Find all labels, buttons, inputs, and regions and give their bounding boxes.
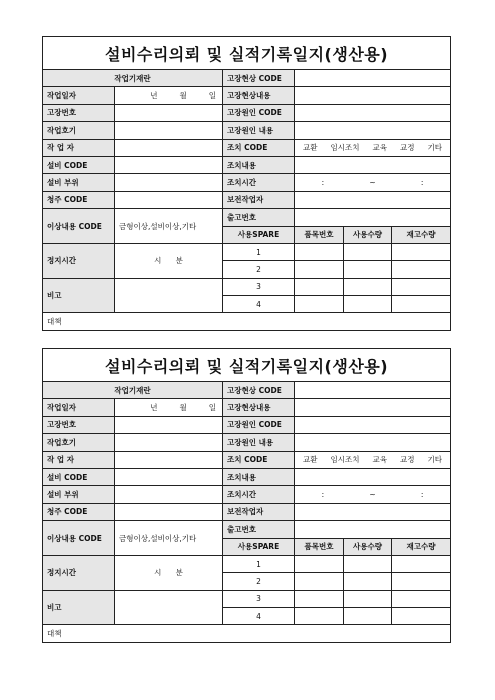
work-no-field[interactable] bbox=[115, 434, 223, 451]
cause-code-field[interactable] bbox=[295, 416, 451, 433]
spare-row-no: 2 bbox=[223, 261, 295, 278]
action-opt: 교육 bbox=[372, 455, 387, 465]
part-no-cell[interactable] bbox=[295, 243, 344, 260]
equip-part-label: 설비 부위 bbox=[43, 174, 115, 191]
work-date-field[interactable] bbox=[115, 399, 223, 416]
failure-no-label: 고장번호 bbox=[43, 104, 115, 121]
use-qty-cell[interactable] bbox=[344, 296, 392, 313]
failure-code-label: 고장현상 CODE bbox=[223, 70, 295, 87]
action-opt: 교정 bbox=[399, 143, 415, 153]
out-no-field[interactable] bbox=[295, 521, 451, 538]
hour-text: 시 bbox=[154, 256, 162, 266]
spare-use-header: 사용SPARE bbox=[223, 538, 295, 555]
failure-no-field[interactable] bbox=[115, 416, 223, 433]
part-no-cell[interactable] bbox=[295, 573, 344, 590]
year-text: 년 bbox=[150, 403, 158, 413]
spare-row-no: 2 bbox=[223, 573, 295, 590]
stock-qty-cell[interactable] bbox=[392, 590, 451, 607]
part-no-cell[interactable] bbox=[295, 261, 344, 278]
spare-row-no: 4 bbox=[223, 608, 295, 625]
spare-row-no: 4 bbox=[223, 296, 295, 313]
use-qty-header: 사용수량 bbox=[344, 226, 392, 243]
stop-time-label: 정지시간 bbox=[43, 555, 115, 590]
failure-no-label: 고장번호 bbox=[43, 416, 115, 433]
cause-content-field[interactable] bbox=[295, 434, 451, 451]
anomaly-value[interactable]: 금형이상,설비이상,기타 bbox=[115, 521, 223, 556]
equip-code-field[interactable] bbox=[115, 156, 223, 173]
remark-label: 비고 bbox=[43, 278, 115, 313]
failure-code-field[interactable] bbox=[295, 382, 451, 399]
time-sep: : bbox=[321, 490, 325, 500]
cause-content-label: 고장원인 내용 bbox=[223, 434, 295, 451]
part-no-cell[interactable] bbox=[295, 555, 344, 572]
action-opt: 기타 bbox=[427, 143, 442, 153]
stop-time-field[interactable] bbox=[115, 555, 223, 590]
part-no-cell[interactable] bbox=[295, 590, 344, 607]
part-no-header: 품목번호 bbox=[295, 538, 344, 555]
spare-use-header: 사용SPARE bbox=[223, 226, 295, 243]
work-no-label: 작업호기 bbox=[43, 434, 115, 451]
use-qty-cell[interactable] bbox=[344, 590, 392, 607]
action-code-label: 조치 CODE bbox=[223, 451, 295, 468]
maint-worker-field[interactable] bbox=[295, 191, 451, 208]
form-title: 설비수리의뢰 및 실적기록일지(생산용) bbox=[43, 349, 451, 382]
use-qty-cell[interactable] bbox=[344, 278, 392, 295]
anomaly-code-label: 이상내용 CODE bbox=[43, 209, 115, 244]
action-opt: 교환 bbox=[303, 455, 318, 465]
spare-row-no: 3 bbox=[223, 278, 295, 295]
time-sep: : bbox=[420, 490, 424, 500]
worker-field[interactable] bbox=[115, 139, 223, 156]
request-field[interactable] bbox=[115, 191, 223, 208]
part-no-cell[interactable] bbox=[295, 278, 344, 295]
action-content-label: 조치내용 bbox=[223, 156, 295, 173]
anomaly-value[interactable]: 금형이상,설비이상,기타 bbox=[115, 209, 223, 244]
action-time-label: 조치시간 bbox=[223, 174, 295, 191]
measure-field[interactable]: 대책 bbox=[43, 625, 451, 642]
failure-content-field[interactable] bbox=[295, 87, 451, 104]
measure-field[interactable]: 대책 bbox=[43, 313, 451, 330]
worker-field[interactable] bbox=[115, 451, 223, 468]
month-text: 월 bbox=[179, 403, 187, 413]
action-content-label: 조치내용 bbox=[223, 468, 295, 485]
repair-form-table bbox=[42, 348, 451, 643]
cause-code-label: 고장원인 CODE bbox=[223, 104, 295, 121]
spare-row-no: 3 bbox=[223, 590, 295, 607]
failure-code-label: 고장현상 CODE bbox=[223, 382, 295, 399]
stock-qty-cell[interactable] bbox=[392, 261, 451, 278]
action-opt: 임시조치 bbox=[330, 143, 360, 153]
use-qty-header: 사용수량 bbox=[344, 538, 392, 555]
request-label: 청주 CODE bbox=[43, 503, 115, 520]
stock-qty-cell[interactable] bbox=[392, 296, 451, 313]
stock-qty-cell[interactable] bbox=[392, 278, 451, 295]
use-qty-cell[interactable] bbox=[344, 608, 392, 625]
action-content-field[interactable] bbox=[295, 156, 451, 173]
use-qty-cell[interactable] bbox=[344, 573, 392, 590]
equip-code-label: 설비 CODE bbox=[43, 156, 115, 173]
work-date-field[interactable] bbox=[115, 87, 223, 104]
writer-header: 작업기재란 bbox=[43, 382, 223, 399]
action-opt: 임시조치 bbox=[330, 455, 360, 465]
action-opt: 교환 bbox=[303, 143, 318, 153]
worker-label: 작 업 자 bbox=[43, 451, 115, 468]
action-content-field[interactable] bbox=[295, 468, 451, 485]
part-no-cell[interactable] bbox=[295, 608, 344, 625]
month-text: 월 bbox=[179, 91, 187, 101]
out-no-label: 출고번호 bbox=[223, 209, 295, 226]
time-sep: : bbox=[321, 178, 325, 188]
action-opt: 기타 bbox=[427, 455, 442, 465]
remark-field[interactable] bbox=[115, 278, 223, 313]
out-no-label: 출고번호 bbox=[223, 521, 295, 538]
anomaly-code-label: 이상내용 CODE bbox=[43, 521, 115, 556]
repair-form-2 bbox=[42, 348, 450, 643]
year-text: 년 bbox=[150, 91, 158, 101]
equip-part-field[interactable] bbox=[115, 486, 223, 503]
time-sep: ~ bbox=[369, 178, 376, 188]
repair-form-table bbox=[42, 36, 451, 331]
maint-worker-label: 보전작업자 bbox=[223, 191, 295, 208]
stock-qty-header: 재고수량 bbox=[392, 226, 451, 243]
action-time-field[interactable] bbox=[295, 486, 451, 503]
stop-time-label: 정지시간 bbox=[43, 243, 115, 278]
action-code-field[interactable] bbox=[295, 451, 451, 468]
equip-code-field[interactable] bbox=[115, 468, 223, 485]
failure-no-field[interactable] bbox=[115, 104, 223, 121]
minute-text: 분 bbox=[175, 256, 183, 266]
failure-content-label: 고장현상내용 bbox=[223, 87, 295, 104]
hour-text: 시 bbox=[154, 568, 162, 578]
equip-code-label: 설비 CODE bbox=[43, 468, 115, 485]
action-code-field[interactable] bbox=[295, 139, 451, 156]
action-time-field[interactable] bbox=[295, 174, 451, 191]
work-date-label: 작업일자 bbox=[43, 87, 115, 104]
stock-qty-cell[interactable] bbox=[392, 608, 451, 625]
day-text: 일 bbox=[208, 403, 216, 413]
time-sep: ~ bbox=[369, 490, 376, 500]
cause-content-label: 고장원인 내용 bbox=[223, 122, 295, 139]
use-qty-cell[interactable] bbox=[344, 261, 392, 278]
writer-header: 작업기재란 bbox=[43, 70, 223, 87]
use-qty-cell[interactable] bbox=[344, 243, 392, 260]
minute-text: 분 bbox=[175, 568, 183, 578]
remark-field[interactable] bbox=[115, 590, 223, 625]
spare-row-no: 1 bbox=[223, 555, 295, 572]
use-qty-cell[interactable] bbox=[344, 555, 392, 572]
maint-worker-field[interactable] bbox=[295, 503, 451, 520]
failure-code-field[interactable] bbox=[295, 70, 451, 87]
cause-code-label: 고장원인 CODE bbox=[223, 416, 295, 433]
time-sep: : bbox=[420, 178, 424, 188]
stock-qty-header: 재고수량 bbox=[392, 538, 451, 555]
action-opt: 교육 bbox=[372, 143, 387, 153]
equip-part-label: 설비 부위 bbox=[43, 486, 115, 503]
equip-part-field[interactable] bbox=[115, 174, 223, 191]
stock-qty-cell[interactable] bbox=[392, 573, 451, 590]
request-label: 청주 CODE bbox=[43, 191, 115, 208]
action-opt: 교정 bbox=[399, 455, 415, 465]
part-no-cell[interactable] bbox=[295, 296, 344, 313]
stop-time-field[interactable] bbox=[115, 243, 223, 278]
work-no-field[interactable] bbox=[115, 122, 223, 139]
failure-content-field[interactable] bbox=[295, 399, 451, 416]
request-field[interactable] bbox=[115, 503, 223, 520]
work-date-label: 작업일자 bbox=[43, 399, 115, 416]
form-title: 설비수리의뢰 및 실적기록일지(생산용) bbox=[43, 37, 451, 70]
part-no-header: 품목번호 bbox=[295, 226, 344, 243]
cause-content-field[interactable] bbox=[295, 122, 451, 139]
action-code-label: 조치 CODE bbox=[223, 139, 295, 156]
stock-qty-cell[interactable] bbox=[392, 555, 451, 572]
remark-label: 비고 bbox=[43, 590, 115, 625]
maint-worker-label: 보전작업자 bbox=[223, 503, 295, 520]
failure-content-label: 고장현상내용 bbox=[223, 399, 295, 416]
out-no-field[interactable] bbox=[295, 209, 451, 226]
repair-form-1 bbox=[42, 36, 450, 331]
cause-code-field[interactable] bbox=[295, 104, 451, 121]
stock-qty-cell[interactable] bbox=[392, 243, 451, 260]
spare-row-no: 1 bbox=[223, 243, 295, 260]
worker-label: 작 업 자 bbox=[43, 139, 115, 156]
day-text: 일 bbox=[208, 91, 216, 101]
action-time-label: 조치시간 bbox=[223, 486, 295, 503]
work-no-label: 작업호기 bbox=[43, 122, 115, 139]
